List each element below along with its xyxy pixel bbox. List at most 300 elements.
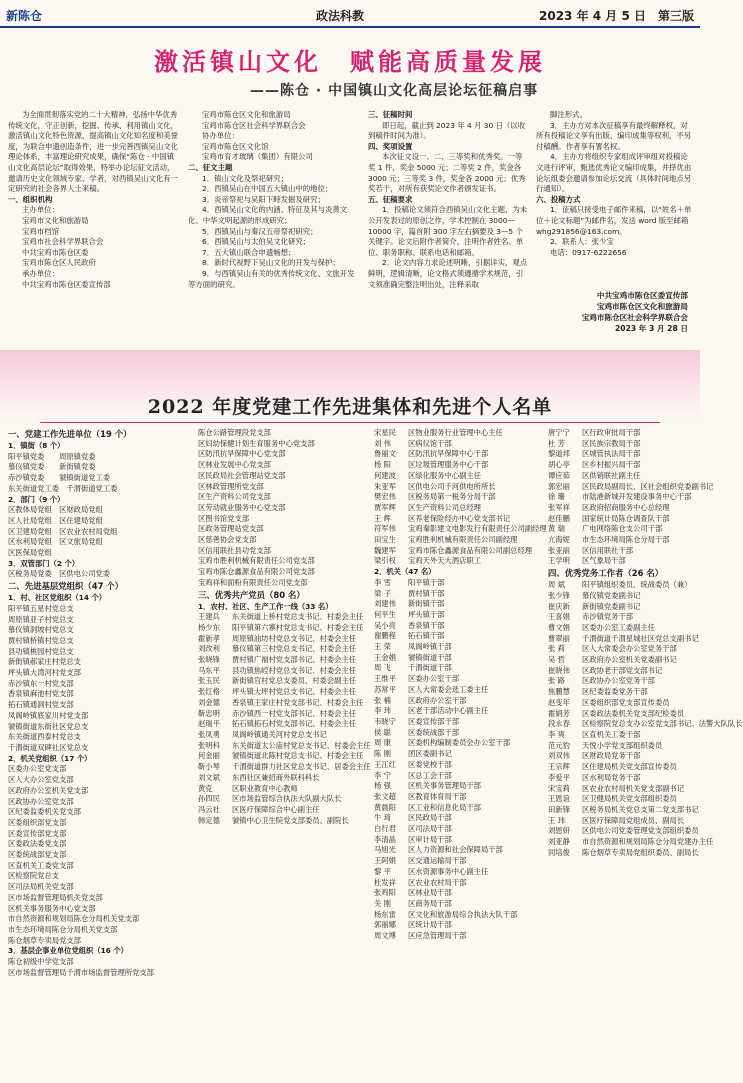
list-person-entry <box>374 835 542 846</box>
person-name: 何金丽 <box>198 751 220 761</box>
person-title: 区林业局干部 <box>408 888 452 898</box>
list-person-entry <box>374 845 542 856</box>
person-title: 宝鸡天外天大酒店职工 <box>408 556 481 566</box>
list-unit-entry: 阳平镇党委 周原镇党委 <box>8 451 96 461</box>
notice-paragraph: 2．联系人：张少宝 <box>550 237 614 247</box>
person-title: 虢镇街道北陈村党总支书记、村委会主任 <box>232 751 364 761</box>
list-unit-entry: 区图书馆党支部 <box>198 513 250 523</box>
person-name: 周 康 <box>374 738 391 748</box>
list-person-entry <box>548 837 714 848</box>
person-title: 区信用联社干部 <box>582 545 634 555</box>
notice-paragraph: 8．新时代视野下吴山文化的开发与保护； <box>202 258 340 268</box>
person-name: 白行君 <box>374 824 396 834</box>
person-title: 区委办公室工委副主任 <box>582 622 655 632</box>
notice-signature <box>582 290 688 334</box>
list-person-entry <box>198 676 370 687</box>
list-person-entry <box>548 623 698 634</box>
person-name: 侯 聪 <box>374 727 391 737</box>
list-person-entry <box>374 728 542 739</box>
list-person-entry <box>374 482 542 493</box>
person-title: 阳平镇干部 <box>408 577 445 587</box>
person-name: 张军祥 <box>548 502 570 512</box>
notice-paragraph: 7．五大镇山联合申遗畅想； <box>202 247 296 257</box>
list-person-entry <box>374 792 542 803</box>
list-unit-entry: 千渭街道双碑社区党总支 <box>8 742 89 752</box>
person-title: 区农业农村局机关党支部副书记 <box>582 783 685 793</box>
notice-paragraph: 1．镇山文化及祭祀研究； <box>202 173 289 183</box>
person-title: 坪头镇干部 <box>408 609 445 619</box>
list-person-entry <box>548 556 698 567</box>
person-name: 李 雪 <box>374 577 391 587</box>
notice-paragraph: 宝鸡市陈仓区文化馆 <box>202 141 269 151</box>
list-person-entry <box>374 599 542 610</box>
person-title: 区市场监管综合执法大队副大队长 <box>232 794 342 804</box>
list-person-entry <box>374 439 542 450</box>
person-title: 区财政局党务干部 <box>582 751 641 761</box>
person-name: 刘双伟 <box>548 751 570 761</box>
list-section-heading: 四、优秀党务工作者（26 名） <box>548 568 664 579</box>
list-person-entry <box>548 751 698 762</box>
person-title: 东关街道上桥村党总支书记、村委会主任 <box>232 612 364 622</box>
list-unit-entry: 区政协办公室党支部 <box>8 796 74 806</box>
person-title: 区政府办公室干部 <box>408 695 467 705</box>
list-section-heading: 二、先进基层党组织（47 个） <box>8 581 124 592</box>
person-name: 焦鹏慧 <box>548 687 570 697</box>
list-unit-entry: 区政务管理站党支部 <box>198 524 264 534</box>
list-person-entry <box>548 612 698 623</box>
list-unit-entry: 区委政法委党支部 <box>8 839 67 849</box>
person-title: 贾村镇广福村党支部书记、村委会主任 <box>232 655 357 665</box>
signature-line: 宝鸡市陈仓区文化和旅游局 <box>596 302 688 311</box>
person-title: 慕仪镇第三村党总支书记、村委会主任 <box>232 644 357 654</box>
honor-list-column-1 <box>8 428 188 978</box>
person-title: 区政府招商服务中心总经理 <box>582 502 670 512</box>
person-title: 区养老保险经办中心党支部书记 <box>408 513 511 523</box>
person-name: 魏建军 <box>374 545 396 555</box>
person-title: 区老干部活动中心副主任 <box>408 706 489 716</box>
person-title: 区纪委监委党务干部 <box>582 687 648 697</box>
list-person-entry <box>374 899 542 910</box>
person-title: 国家统计局陈仓调查队干部 <box>582 513 670 523</box>
list-person-entry <box>548 492 698 503</box>
list-person-entry <box>548 546 698 557</box>
list-person-entry <box>198 666 370 677</box>
person-name: 赵变年 <box>548 697 570 707</box>
person-title: 区委机构编制委员会办公室干部 <box>408 738 511 748</box>
notice-paragraph: 宝鸡市陈仓区文化和旅游局 <box>202 110 291 119</box>
person-title: 区乡村振兴局干部 <box>582 460 641 470</box>
list-subsection-heading: 2．部门（9 个） <box>8 494 65 504</box>
list-unit-entry: 区委组织部党支部 <box>8 817 67 827</box>
list-unit-entry: 区民政局社会管理站党支部 <box>198 470 286 480</box>
list-person-entry <box>548 730 698 741</box>
person-name: 陈 刚 <box>374 749 391 759</box>
list-subsection-heading: 2．机关党组织（17 个） <box>8 753 92 763</box>
list-unit-entry: 贾村镇桥镇村党总支 <box>8 635 74 645</box>
person-title: 千渭街道群力社区党总支书记、居委会主任 <box>232 762 371 772</box>
person-name: 胡心亭 <box>548 460 570 470</box>
person-name: 靳小琴 <box>198 762 220 772</box>
notice-subhead: ——陈仓 · 中国镇山文化高层论坛征稿启事 <box>250 83 539 99</box>
list-unit-entry: 区生产资料公司党支部 <box>198 492 271 502</box>
person-name: 李 宁 <box>374 770 391 780</box>
list-unit-entry: 区慈善协会党支部 <box>198 535 257 545</box>
person-name: 张玉民 <box>198 676 220 686</box>
person-name: 鲁丽文 <box>374 449 396 459</box>
person-title: 虢镇中心卫生院党支部委员、副院长 <box>232 815 349 825</box>
person-name: 何建波 <box>374 470 396 480</box>
person-title: 区供电公司千河供电所所长 <box>408 481 496 491</box>
notice-paragraph: 电话：0917-6222656 <box>550 247 627 257</box>
list-person-entry <box>374 760 542 771</box>
list-person-entry <box>374 685 542 696</box>
person-title: 区机关事务管理局干部 <box>408 781 481 791</box>
person-title: 区物业服务行业管理中心主任 <box>408 428 503 437</box>
list-person-entry <box>374 674 542 685</box>
person-name: 王 辉 <box>374 513 391 523</box>
list-subsection-heading: 3．双管部门（2 个） <box>8 558 80 568</box>
person-title: 区病仪馆干部 <box>408 438 452 448</box>
notice-column-1 <box>8 110 178 290</box>
person-title: 区农业农村局干部 <box>408 877 467 887</box>
person-title: 区委党校干部 <box>408 759 452 769</box>
person-title: 市生态环境局陈仓分局干部 <box>582 535 670 545</box>
person-name: 杨少东 <box>198 622 220 632</box>
person-title: 区行政审批局干部 <box>582 428 641 437</box>
list-unit-entry: 宝鸡市陈仓鑫源食品有限公司党支部 <box>198 567 315 577</box>
list-person-entry <box>198 655 370 666</box>
person-name: 张红格 <box>198 687 220 697</box>
person-title: 区司法局干部 <box>408 824 452 834</box>
person-name: 张 莉 <box>548 644 565 654</box>
notice-paragraph: 本次征文设一、二、三等奖和优秀奖。一等奖 1 件，奖金 5000 元；二等奖 2 件，奖金各 3000 元；三等奖 3 件，奖金各 2000 元；优秀奖若干，对所有获奖论文作者颁发证书。 <box>368 152 526 194</box>
list-person-entry <box>374 813 542 824</box>
list-person-entry <box>374 556 542 567</box>
list-unit-entry: 区卫建局党组 区农业农村局党组 <box>8 526 118 536</box>
list-person-entry <box>198 719 370 730</box>
list-unit-entry: 区检察院党总支 <box>8 871 60 881</box>
person-title: 区人大常委会选工委主任 <box>408 684 489 694</box>
list-unit-entry: 拓石镇通洞村党支部 <box>8 700 74 710</box>
list-person-entry <box>198 762 370 773</box>
person-name: 徐 珊 <box>548 492 565 502</box>
list-unit-entry: 区直机关工委党支部 <box>8 860 74 870</box>
list-unit-entry: 周原镇亚子村党总支 <box>8 614 74 624</box>
list-unit-entry: 东关街道西泰村党总支 <box>8 732 81 742</box>
person-name: 谭应茹 <box>548 470 570 480</box>
list-person-entry <box>548 481 714 493</box>
notice-column-2 <box>188 110 358 290</box>
person-name: 刘亚静 <box>548 837 570 847</box>
person-name: 宋宝莉 <box>548 783 570 793</box>
person-name: 王江红 <box>374 759 396 769</box>
person-title: 区生产资料公司总经理 <box>408 502 481 512</box>
person-title: 阳平镇组织委员、统战委员（兼） <box>582 580 692 590</box>
list-unit-entry: 区林政管理所党支部 <box>198 481 264 491</box>
list-unit-entry: 区税务局党委 区供电公司党委 <box>8 569 111 579</box>
person-title: 区审计局干部 <box>408 834 452 844</box>
person-name: 韩定德 <box>198 815 220 825</box>
notice-paragraph: 4．西镇吴山文化的内涵、特征及其与炎黄文化、中华文明起源的形成研究； <box>188 205 348 225</box>
list-unit-entry: 区委宣传部党支部 <box>8 828 67 838</box>
list-unit-entry: 区妇幼保健计划生育服务中心党支部 <box>198 438 315 448</box>
list-person-entry <box>548 460 698 471</box>
person-title: 千渭街道干部 <box>408 663 452 673</box>
notice-paragraph: 中共宝鸡市陈仓区委 <box>22 247 89 257</box>
person-name: 唐宁宁 <box>548 428 570 437</box>
list-unit-entry: 市生态环境局陈仓分局机关党支部 <box>8 924 118 934</box>
person-name: 梁引权 <box>374 556 396 566</box>
list-person-entry <box>374 706 542 717</box>
list-title-rule <box>40 422 660 423</box>
person-name: 郭宏丽 <box>548 481 570 491</box>
person-name: 赵佳鹏 <box>548 513 570 523</box>
person-title: 区政协老干部党支部书记 <box>582 665 663 675</box>
list-person-entry <box>374 749 542 760</box>
list-person-entry <box>548 709 698 720</box>
list-person-entry <box>374 449 542 460</box>
notice-paragraph: 4．主办方将组织专家组成评审组对投稿论文进行评审，甄选优秀论文编印成集，并择优由论坛组委会邀请参加论坛交流（具体时间地点另行通知）。 <box>536 152 692 194</box>
list-person-entry <box>374 878 542 889</box>
list-unit-entry: 新街镇郝家庄村党总支 <box>8 657 81 667</box>
honor-list-column-3 <box>374 428 547 942</box>
notice-column-3 <box>368 110 528 290</box>
notice-column-4 <box>536 110 694 258</box>
person-name: 田宝生 <box>374 535 396 545</box>
person-title: 香泉镇王家庄村党支部书记、村委会主任 <box>232 697 364 707</box>
person-name: 王恩谊 <box>548 794 570 804</box>
person-name: 王宗辉 <box>548 762 570 772</box>
list-person-entry <box>548 449 698 460</box>
notice-paragraph: 二、征文主题 <box>188 162 233 172</box>
notice-paragraph: 三、征稿时间 <box>368 110 413 119</box>
list-person-entry <box>374 717 542 728</box>
list-unit-entry: 区林业发展中心党支部 <box>198 460 271 470</box>
person-name: 杨 强 <box>374 781 391 791</box>
person-name: 吴小亮 <box>374 620 396 630</box>
list-person-entry <box>374 492 542 503</box>
person-name: 朱亚军 <box>374 481 396 491</box>
person-name: 梁 子 <box>374 588 391 598</box>
person-title: 赤沙镇西一村党支部书记、村委会主任 <box>232 708 357 718</box>
list-person-entry <box>374 460 542 471</box>
list-section-heading: 一、党建工作先进单位（19 个） <box>8 429 132 439</box>
notice-paragraph: 五、征稿要求 <box>368 194 413 204</box>
person-name: 刘改利 <box>198 644 220 654</box>
person-title: 香泉镇干部 <box>408 620 445 630</box>
masthead-paper-name: 新陈仓 <box>6 9 43 23</box>
person-title: 区民政局干部 <box>408 813 452 823</box>
person-name: 张 楠 <box>374 695 391 705</box>
list-unit-entry: 凤阁岭镇底家川村党支部 <box>8 710 89 720</box>
person-name: 刘金德 <box>198 697 220 707</box>
list-person-entry <box>548 794 698 805</box>
person-title: 区政府办公室机关党委副书记 <box>582 655 677 665</box>
person-title: 区气象局干部 <box>582 556 626 566</box>
notice-paragraph: 宝鸡市档馆 <box>22 226 59 236</box>
list-person-entry <box>548 535 698 546</box>
person-name: 谢鹏程 <box>374 631 396 641</box>
list-unit-entry: 慕仪镇党委 新街镇党委 <box>8 462 96 472</box>
person-title: 区民族宗教局干部 <box>582 438 641 448</box>
person-name: 曹文娟 <box>548 622 570 632</box>
person-title: 区委办公室干部 <box>408 674 460 684</box>
list-unit-entry: 宝鸡市胜利机械有限责任公司党支部 <box>198 556 315 566</box>
list-unit-entry: 坪头镇大湾河村党支部 <box>8 668 81 678</box>
notice-paragraph: 2．论文内容力求论述明晰，引据详实，观点鲜明，逻辑清晰，论文格式须遵循学术规范，引文须准确完整注明出处，注释采取 <box>368 258 528 289</box>
person-name: 关 刚 <box>374 898 391 908</box>
list-subsection-heading: 1．农村、社区、生产工作一线（33 名） <box>198 601 333 611</box>
list-person-entry <box>374 771 542 782</box>
list-unit-entry: 区防汛抗旱保障中心党支部 <box>198 449 286 459</box>
person-title: 区商务局干部 <box>408 898 452 908</box>
list-unit-entry: 区市场监督管理局千渭市场监督管理所党支部 <box>8 967 154 977</box>
list-unit-entry: 区人大办公室党支部 <box>8 775 74 785</box>
person-name: 刘恩妍 <box>548 826 570 836</box>
person-title: 区委政法委机关党支部纪检委员 <box>582 708 685 718</box>
person-name: 张凤勇 <box>198 729 220 739</box>
list-unit-entry: 区劳动就业服务中心党支部 <box>198 502 286 512</box>
person-title: 宝鸡市陈仓鑫源食品有限公司副总经理 <box>408 545 533 555</box>
person-title: 市陆港新城开发建设事务中心干部 <box>582 492 692 502</box>
list-person-entry <box>198 794 370 805</box>
list-unit-entry: 区信用联社县功党支部 <box>198 545 271 555</box>
person-name: 黎道邦 <box>548 449 570 459</box>
notice-paragraph: 宝鸡市陈仓区社会科学界联合会 <box>202 120 306 130</box>
person-title: 区绿化服务中心副主任 <box>408 470 481 480</box>
person-title: 宝鸡胜利机械有限责任公司副经理 <box>408 535 518 545</box>
person-name: 李 玮 <box>374 706 391 716</box>
list-unit-entry: 陈仓初级中学党支部 <box>8 957 74 967</box>
list-person-entry <box>198 805 370 816</box>
notice-paragraph: 宝鸡市育才玻璃（集团）有限公司 <box>202 152 313 162</box>
person-title: 区民政局副局长、区社会组织党委副书记 <box>582 481 714 491</box>
list-person-entry <box>374 589 542 600</box>
person-title: 区职业教育中心教师 <box>232 783 298 793</box>
list-unit-entry: 区水利局党组 区文旅局党组 <box>8 537 103 547</box>
person-title: 区水利局党务干部 <box>582 772 641 782</box>
person-title: 凤阁岭镇通关河村党总支书记 <box>232 729 327 739</box>
person-name: 冯云社 <box>198 804 220 814</box>
list-person-entry <box>548 503 698 514</box>
list-subsection-heading: 3．基层企事业单位党组织（16 个） <box>8 946 128 956</box>
list-person-entry <box>374 578 542 589</box>
person-title: 区供电公司党委管理党支部组织委员 <box>582 826 699 836</box>
list-person-entry <box>548 719 743 730</box>
notice-paragraph: 宝鸡市陈仓区人民政府 <box>22 258 96 268</box>
notice-paragraph: 承办单位： <box>22 268 59 278</box>
person-title: 东关街道太公庙村党总支书记、村委会主任 <box>232 740 371 750</box>
list-unit-entry: 区司法局机关党支部 <box>8 882 74 892</box>
notice-paragraph: 即日起，截止到 2023 年 4 月 30 日（以收到稿件时间为准）。 <box>368 120 526 141</box>
list-unit-entry: 区医保局党组 <box>8 548 52 558</box>
list-person-entry <box>548 644 698 655</box>
person-name: 张 路 <box>548 676 565 686</box>
person-name: 霍新孝 <box>198 633 220 643</box>
person-title: 区医疗保障综合中心副主任 <box>232 804 320 814</box>
essay-call-notice <box>0 30 700 333</box>
person-name: 霍娟芳 <box>548 708 570 718</box>
list-person-entry <box>548 805 698 816</box>
person-name: 杜 芳 <box>548 438 565 448</box>
notice-paragraph: 6．西镇吴山与太伯吴文化研究； <box>202 237 311 247</box>
person-title: 新街镇官村党总支委员、村委会副主任 <box>232 676 357 686</box>
person-name: 孙四民 <box>198 794 220 804</box>
signature-line: 中共宝鸡市陈仓区委宣传部 <box>596 291 688 300</box>
person-name: 贾军辉 <box>374 502 396 512</box>
honor-list-column-2 <box>198 428 370 826</box>
masthead <box>0 0 700 28</box>
person-name: 黄克 <box>198 783 213 793</box>
person-title: 凤阁岭镇干部 <box>408 642 452 652</box>
list-person-entry <box>548 602 698 613</box>
person-title: 区工业和信息化局干部 <box>408 802 481 812</box>
signature-line: 2023 年 3 月 28 日 <box>615 324 688 333</box>
person-title: 赤沙镇党务干部 <box>582 612 634 622</box>
list-person-entry <box>374 856 542 867</box>
list-unit-entry: 赤沙镇东一村党支部 <box>8 678 74 688</box>
list-person-entry <box>548 848 698 859</box>
list-person-entry <box>548 591 698 602</box>
person-name: 周 斌 <box>548 580 565 590</box>
person-title: 区交通运输局干部 <box>408 856 467 866</box>
notice-paragraph: 脚注形式。 <box>550 110 587 119</box>
person-title: 区检察院党总支办公室党支部书记、法警大队队长 <box>582 719 743 729</box>
person-name: 苏常平 <box>374 684 396 694</box>
person-name: 李清晶 <box>374 834 396 844</box>
list-unit-entry: 区人社局党组 区住建局党组 <box>8 515 103 525</box>
notice-paragraph: 宝鸡市社会科学界联合会 <box>22 237 104 247</box>
list-person-entry <box>374 781 542 792</box>
person-title: 区防汛抗旱保障中心干部 <box>408 449 489 459</box>
notice-paragraph: 四、奖项设置 <box>368 141 413 151</box>
list-person-entry <box>374 621 542 632</box>
list-person-entry <box>198 773 370 784</box>
list-person-entry <box>548 826 698 837</box>
list-person-entry <box>198 698 370 709</box>
list-unit-entry: 陈仓烟草专卖局党支部 <box>8 935 81 945</box>
list-person-entry <box>548 687 698 698</box>
notice-paragraph: 1．投稿论文须符合西镇吴山文化主题，为未公开发表过的原创之作，学术控制在 3000—10000 字，篇首附 300 字左右摘要及 3—5 个关键字。论文后附作者简介，注明作者姓名、单位、职务职称、联系电话和邮箱。 <box>368 205 528 257</box>
person-title: 千渭街道千渭星城社区党总支副书记 <box>582 633 699 643</box>
list-person-entry <box>548 428 698 439</box>
person-title: 区文化和旅游局综合执法大队干部 <box>408 909 518 919</box>
person-name: 曹翠丽 <box>548 633 570 643</box>
list-person-entry <box>374 920 542 931</box>
list-person-entry <box>374 867 542 878</box>
list-person-entry <box>198 751 370 762</box>
list-person-entry <box>374 803 542 814</box>
person-title: 区委统战部干部 <box>408 727 460 737</box>
list-subsection-heading: 1．镇街（8 个） <box>8 441 65 450</box>
person-name: 樊宏伟 <box>374 492 396 502</box>
list-person-entry <box>548 762 698 773</box>
person-name: 符军伟 <box>374 524 396 534</box>
person-title: 区城管执法局干部 <box>582 449 641 459</box>
honor-list-column-4 <box>548 428 743 858</box>
person-name: 宋星民 <box>374 428 396 437</box>
list-person-entry <box>198 644 370 655</box>
list-unit-entry: 区纪委监委机关党支部 <box>8 807 81 817</box>
list-person-entry <box>198 687 370 698</box>
notice-paragraph: 5．西镇吴山与秦汉五帝祭祀研究； <box>202 226 318 236</box>
list-unit-entry: 区机关事务服务中心党支部 <box>8 903 96 913</box>
person-name: 刘建伟 <box>374 599 396 609</box>
person-name: 田新锋 <box>548 804 570 814</box>
person-name: 何平生 <box>374 609 396 619</box>
person-title: 区卫健局机关党支部组织委员 <box>582 794 677 804</box>
notice-paragraph: 1．征稿只接受电子邮件来稿，以“姓名＋单位＋论文标题”为邮件名，发送 word 版至邮箱 whg291856@163.com。 <box>536 205 692 236</box>
